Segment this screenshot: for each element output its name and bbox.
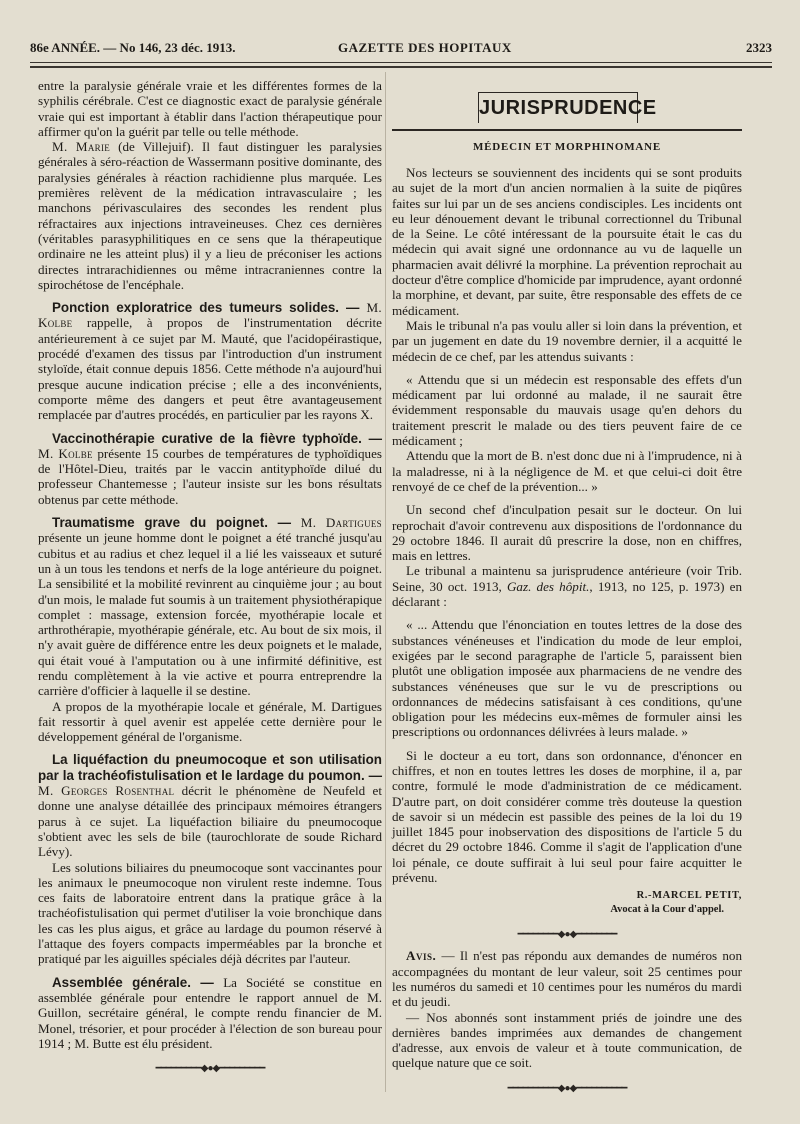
left-column [38, 78, 382, 1074]
paragraph: Les solutions biliaires du pneumocoque sont vaccinantes pour les animaux le pneumocoque non virulent reste indemne. Tous ces faits de laboratoire entrent dans la pratique grâce à la trachéofistulisation qui permet d'utiliser la voie bronchique dans les cas les plus aigus, et grâce au lardage du poumon réservé à l'attaque des foyers compacts imperméables par la bronche et pratiqué par les aiguilles spéciales déjà décrites par l'auteur. [38, 859, 382, 967]
section-text: La Société se constitue en assemblée générale pour entendre le rapport annuel de M. Guillon, secrétaire général, le compte rendu financier de M. Monel, trésorier, et pour procéder à l'élection de son bureau pour 1914 ; M. Butte est élu président. [38, 974, 382, 1051]
header-journal-title: GAZETTE DES HOPITAUX [338, 40, 512, 55]
header-rule-thick [30, 66, 772, 68]
avis-heading: Avis. [406, 948, 437, 964]
section-assemblee [38, 975, 382, 1051]
header-issue-info: 86e ANNÉE. — No 146, 23 déc. 1913. [30, 40, 236, 55]
signature-name: R.-MARCEL PETIT, [636, 890, 742, 902]
section-text: présente 15 courbes de températures de typhoïdiques de l'Hôtel-Dieu, traités par le vaccin antityphoïde dilué du professeur Chantemesse ; l'auteur insiste sur les bons résultats obtenus par cette méthode. [38, 445, 382, 507]
quotation: Attendu que la mort de B. n'est donc due ni à l'imprudence, ni à la maladresse, ni à la négligence de M. et que celui-ci doit être renvoyé de ce chef de la prévention... » [392, 448, 742, 494]
right-column [392, 78, 742, 1094]
paragraph: Un second chef d'inculpation pesait sur le docteur. On lui reprochait d'avoir contrevenu aux dispositions de l'ordonnance du 29 octobre 1846. Il aurait dû prescrire la dose, non en chiffres, mais en lettres. [392, 502, 742, 564]
section-traumatisme [38, 515, 382, 699]
section-heading: Assemblée générale. — [52, 974, 224, 990]
section-title-rule [392, 129, 742, 131]
section-text: présente un jeune homme dont le poignet a été tranché jusqu'au cubitus et au radius et chez lequel il a lié les vaisseaux et suturé un à un tous les tendons et nerfs de la loge antérieure du poignet. La sensibilité et la mobilité revinrent au cinquième jour ; au bout d'un mois, le malade fut soumis à un traitement physiothérapique complet : massage, extension forcée, myothérapie locale et arthrothérapie, myothérapie générale, etc. Au bout de six mois, il n'y avait guère de différence entre les deux poignets et le malade, qui était voué à l'amputation ou à une infirmité définitive, est rendu complètement à la vie active et pourra entreprendre la carrière d'officier à laquelle il se destine. [38, 530, 382, 699]
author-name: M. Georges Rosenthal [38, 783, 175, 799]
paragraph-text: , 1913, no 125, p. 1973) en déclarant : [392, 578, 742, 610]
ornament-divider: ━━━━━━━━◆●◆━━━━━━━━ [517, 929, 617, 941]
paragraph: — Nos abonnés sont instamment priés de joindre une des dernières bandes imprimées aux demandes de changement d'adresse, aux envois de valeur et à toute communication, de quelque nature que ce soit. [392, 1009, 742, 1071]
paragraph: entre la paralysie générale vraie et les différentes formes de la syphilis cérébrale. C'est ce diagnostic exact de paralysie générale vraie qui est important à établir dans l'action thérapeutique pour affirmer qu'on la guérit par telle ou telle méthode. [38, 78, 382, 139]
running-header [30, 40, 772, 60]
ornament-divider: ━━━━━━━━━━◆●◆━━━━━━━━━━ [507, 1082, 627, 1094]
section-title-jurisprudence: JURISPRUDENCE [478, 92, 638, 123]
quotation: « ... Attendu que l'énonciation en toutes lettres de la dose des substances vénéneuses et l'indication du mode de leur emploi, exigées par le second paragraphe de l'article 5, paraissent bien plutôt une obligation imposée aux pharmaciens de ne vendre des substances vénéneuses que sur le vu de prescriptions ou ordonnances de médecins satisfaisant à ces conditions, qu'une obligation pour les médecins eux-mêmes de formuler ainsi les prescriptions ou ordonnances délivrées à leurs malade. » [392, 617, 742, 740]
author-name: M. Dartigues [300, 515, 382, 531]
section-pneumocoque [38, 752, 382, 859]
journal-citation: Gaz. des hôpit. [506, 578, 590, 594]
paragraph: Si le docteur a eu tort, dans son ordonnance, d'énoncer en chiffres, et non en toutes lettres les doses de morphine, il a, par contre, formulé le mode d'administration de ce médicament. D'autre part, on doit considérer comme très douteuse la question de savoir si un médecin est passible des peines de la loi du 19 juillet 1845 pour inobservation des dispositions de l'article 5 du décret du 29 octobre 1846. Comme il s'agit de l'application d'une loi pénale, ce doute suffirait à lui seul pour faire acquitter le prévenu. [392, 747, 742, 886]
section-text: décrit le phénomène de Neufeld et donne une analyse détaillée des principaux mémoires étrangers parus à ce sujet. La liquéfaction biliaire du pneumocoque s'obtient avec les sels de bile (taurochlorate de soude Richard Lévy). [38, 783, 382, 860]
paragraph-marie [38, 139, 382, 292]
paragraph-citation [392, 563, 742, 609]
paragraph: Nos lecteurs se souviennent des incidents qui se sont produits au sujet de la mort d'un ancien normalien à la suite de piqûres faites sur lui par un de ses anciens condisciples. Les incidents ont eu leur dénouement devant le tribunal correctionnel du Tribunal de la Seine. Le côté intéressant de la poursuite était le cas du médecin qui avait signé une ordonnance au vu de laquelle un pharmacien avait délivré la morphine. La prévention reprochait au docteur d'être complice d'homicide par imprudence, ayant ordonné la morphine, et devant, par suite, être responsable des effets de ce médicament. [392, 165, 742, 318]
avis-notice [392, 948, 742, 1009]
paragraph-text: Le tribunal a maintenu sa jurisprudence antérieure (voir Trib. Seine, 30 oct. 1913, [392, 563, 742, 594]
article-subtitle: MÉDECIN ET MORPHINOMANE [472, 141, 662, 153]
paragraph-text: (de Villejuif). Il faut distinguer les paralysies générales à séro-réaction de Wassermann positive dominante, des paralysies générales à réaction rachidienne plus marquée. Les premières relèvent de la médication intravasculaire ; les manchons périvasculaires des secondes les rendent plus réfractaires aux injections intraveineuses. Chez ces dernières (véritables parasyphilitiques en ce sens que la thérapeutique ordinaire ne les atteint plus) il y a lieu de préconiser les actions directes intrarachidiennes ou même intracraniennes contre la spirochétose de l'encéphale. [38, 139, 382, 292]
header-page-number: 2323 [746, 40, 772, 55]
avis-text: — Il n'est pas répondu aux demandes de numéros non accompagnées du montant de leur valeur, soit 25 centimes pour les numéros du samedi et 10 centimes pour les numéros du mardi et du jeudi. [392, 948, 742, 1010]
paragraph: A propos de la myothérapie locale et générale, M. Dartigues fait ressortir à quel avenir est appelée cette dernière pour le développement général de l'organisme. [38, 698, 382, 745]
author-name: M. Kolbe [38, 300, 382, 331]
quotation: « Attendu que si un médecin est responsable des effets d'un médicament par lui ordonné au malade, il ne saurait être évidemment responsable du mauvais usage qu'en dehors du traitement prescrit le malade ou des tiers peuvent faire de ce médicament ; [392, 371, 742, 449]
section-heading: Ponction exploratrice des tumeurs solides. — [52, 300, 367, 316]
author-name: M. Kolbe [38, 445, 93, 461]
paragraph: Mais le tribunal n'a pas voulu aller si loin dans la prévention, et par un jugement en date du 19 novembre dernier, il a acquitté le médecin de ce chef, par les attendus suivants : [392, 317, 742, 364]
ornament-divider: ━━━━━━━━━◆●◆━━━━━━━━━ [155, 1063, 265, 1075]
signature-title: Avocat à la Cour d'appel. [610, 904, 724, 916]
section-ponction [38, 300, 382, 422]
section-heading: La liquéfaction du pneumocoque et son utilisation par la trachéofistulisation et le lardage du poumon. — [38, 752, 382, 783]
section-text: rappelle, à propos de l'instrumentation décrite antérieurement à ce sujet par M. Mauté, que l'acidopéirastique, procédé d'examen des tissus par l'introduction d'un instrument styloïde, était connue depuis 1856. Cette méthode n'a aujourd'hui presque aucune indication précise ; elle a des inconvénients, comporte même des dangers et peut être avantageusement remplacée par d'autres procédés, en particulier par les rayons X. [38, 315, 382, 423]
section-vaccinotherapie [38, 431, 382, 507]
section-heading: Vaccinothérapie curative de la fièvre typhoïde. — [52, 430, 382, 446]
column-divider [385, 72, 386, 1092]
header-rule [30, 62, 772, 63]
author-name: M. Marie [52, 139, 111, 155]
section-heading: Traumatisme grave du poignet. — [52, 515, 301, 531]
